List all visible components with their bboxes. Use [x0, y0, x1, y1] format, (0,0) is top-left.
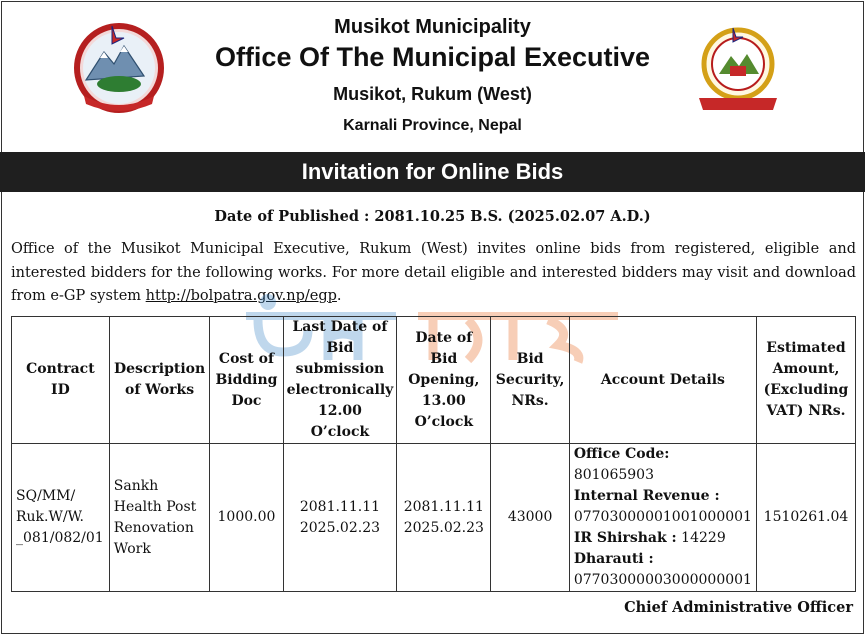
cell-last-date: [283, 444, 397, 592]
dharauti-label: Dharauti :: [573, 551, 654, 567]
office-code-value: 801065903: [573, 467, 654, 483]
office-code-label: Office Code:: [573, 446, 670, 462]
egp-link[interactable]: http://bolpatra.gov.np/egp: [145, 288, 337, 304]
intro-end: .: [336, 288, 342, 304]
internal-revenue-value: 07703000001001000001: [573, 509, 752, 525]
cell-cost-doc: 1000.00: [210, 444, 283, 592]
header-estimated-amount: Estimated Amount, (Excluding VAT) NRs.: [756, 317, 855, 444]
dharauti-value: 07703000003000000001: [573, 572, 752, 588]
cell-account-details: [569, 444, 756, 592]
last-date-ad: 2025.02.23: [299, 519, 381, 536]
opening-date-ad: 2025.02.23: [403, 519, 484, 536]
last-date-bs: 2081.11.11: [299, 498, 381, 515]
office-title: Office Of The Municipal Executive: [214, 42, 651, 72]
intro-paragraph: [11, 238, 856, 309]
office-code-line: [574, 444, 752, 486]
table-row: [12, 444, 856, 592]
nepal-emblem-logo: [64, 18, 174, 116]
header-bid-security: Bid Security, NRs.: [491, 317, 569, 444]
cell-contract-id: SQ/MM/ Ruk.W/W. _081/082/01: [12, 444, 110, 592]
intro-text: Office of the Musikot Municipal Executive, Rukum (West) invites online bids from registered, eligible and interested bidders for the following works. For more detail eligible and interested bidders may visit and download from e-GP system: [11, 241, 856, 304]
header-opening-date: Date of Bid Opening, 13.00 O’clock: [397, 317, 491, 444]
internal-revenue-label: Internal Revenue :: [573, 488, 720, 504]
cell-description: Sankh Health Post Renovation Work: [109, 444, 210, 592]
municipality-name: Musikot Municipality: [334, 16, 531, 38]
cell-bid-security: 43000: [491, 444, 569, 592]
header-cost-doc: Cost of Bidding Doc: [210, 317, 283, 444]
cell-opening-date: [397, 444, 491, 592]
notice-title-banner: Invitation for Online Bids: [0, 152, 865, 192]
opening-date-bs: 2081.11.11: [403, 498, 484, 515]
ir-shirshak-line: [574, 528, 752, 549]
province-line: Karnali Province, Nepal: [343, 117, 522, 134]
header-contract-id: Contract ID: [12, 317, 110, 444]
ir-shirshak-value: 14229: [676, 530, 726, 546]
location-line: Musikot, Rukum (West): [333, 84, 532, 104]
ir-shirshak-label: IR Shirshak :: [573, 530, 677, 546]
municipality-seal-logo: [693, 22, 783, 114]
table-header-row: [12, 317, 856, 444]
signatory: Chief Administrative Officer: [624, 599, 853, 616]
header-last-date: Last Date of Bid submission electronically 12.00 O’clock: [283, 317, 397, 444]
header-description: Description of Works: [109, 317, 210, 444]
date-published: Date of Published : 2081.10.25 B.S. (2025.02.07 A.D.): [214, 208, 651, 225]
cell-estimated-amount: 1510261.04: [756, 444, 855, 592]
bid-table: [11, 316, 856, 592]
header-account-details: Account Details: [569, 317, 756, 444]
